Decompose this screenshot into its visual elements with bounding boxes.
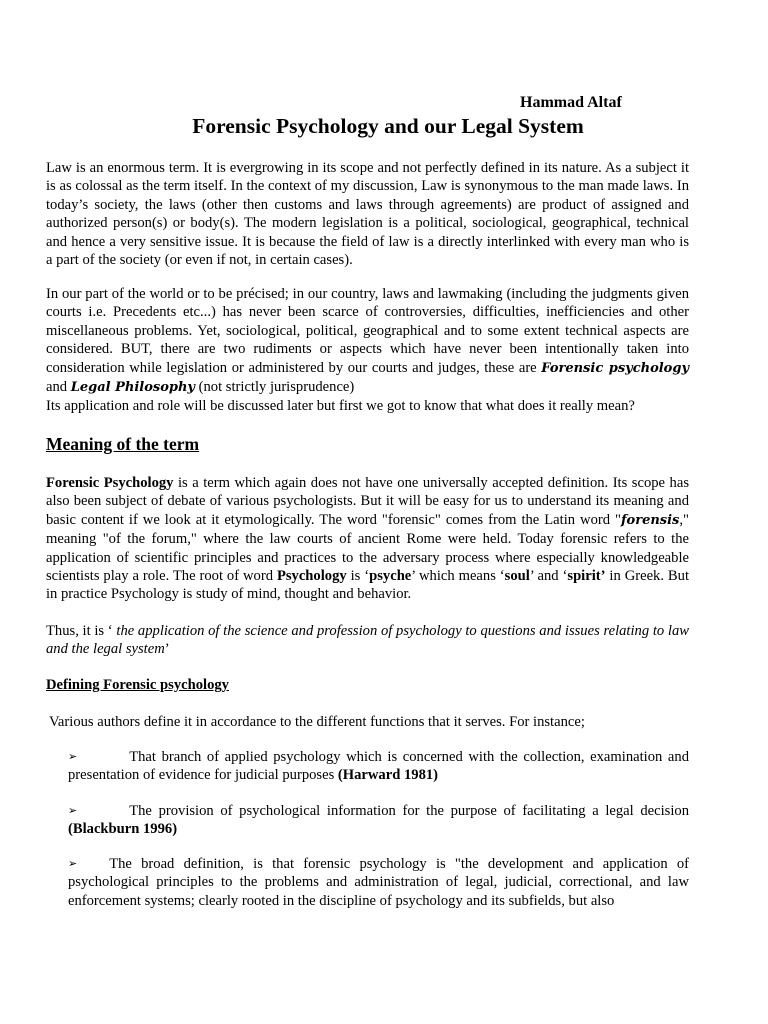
document-title: Forensic Psychology and our Legal System	[192, 114, 584, 138]
arrow-bullet-icon: ➢	[68, 857, 78, 870]
latin-word-forensis: forensis	[620, 512, 680, 528]
arrow-bullet-icon: ➢	[68, 750, 78, 763]
meaning-text-4: ’ which means ‘	[411, 568, 505, 585]
bullet-2-text: The provision of psychological information for the purpose of facilitating a legal decision	[129, 803, 689, 819]
word-soul: soul	[504, 568, 530, 585]
meaning-text-3: is ‘	[346, 568, 370, 585]
intro-paragraph-1: Law is an enormous term. It is evergrowing in its scope and not perfectly defined in its nature. As a subject it is as colossal as the term itself. In the context of my discussion, Law is synonymous to the man made laws. In today’s society, the laws (other then customs and laws through agreements) are product of assigned and authorized person(s) or body(s). The modern legislation is a political, sociological, geographical, technical and hence a very sensitive issue. It is because the field of law is a directly interlinked with every man who is a part of the society (or even if not, in certain cases).	[46, 160, 689, 269]
various-authors-text: Various authors define it in accordance to the different functions that it serves. For instance;	[49, 714, 585, 730]
intro-and-text: and	[46, 379, 71, 396]
meaning-text-5: ’ and ‘	[529, 568, 568, 585]
bullet-item-2	[68, 802, 689, 839]
meaning-text-1: is a term which again does not have one universally accepted definition. Its scope has also been subject of debate of various psychologists. But it will be easy for us to understand its meaning and basic content if we look at it etymologically. The word "forensic" comes from the Latin word "	[46, 475, 690, 528]
section-heading-meaning: Meaning of the term	[46, 434, 200, 454]
term-forensic-psychology: Forensic psychology	[541, 360, 689, 376]
bullet-item-3	[68, 855, 689, 910]
thus-close: ’	[164, 641, 170, 658]
subheading-defining: Defining Forensic psychology	[46, 677, 229, 693]
intro-paragraph-3: Its application and role will be discussed later but first we got to know that what does it really mean?	[46, 398, 635, 415]
thus-paragraph	[46, 622, 689, 659]
term-psychology-bold: Psychology	[276, 568, 347, 585]
meaning-text-2: ," meaning "of the forum," where the law courts of ancient Rome were held. Today forensic refers to the application of scientific principles and practices to the adversary process where especially knowledgeable scientists play a role. The root of word	[46, 511, 689, 585]
meaning-text-6: in Greek. But in practice Psychology is study of mind, thought and behavior.	[46, 568, 690, 603]
intro-paragraph-2-text: In our part of the world or to be précised; in our country, laws and lawmaking (including the judgments given courts i.e. Precedents etc...) has never been scarce of controversies, difficulties, inefficiencies and other miscellaneous problems. Yet, sociological, political, geographical and to some extent technical aspects are considered. BUT, there are two rudiments or aspects which have never been intentionally taken into consideration while legislation or administered by our courts and judges, these are	[46, 286, 689, 376]
term-forensic-psychology-bold: Forensic Psychology	[46, 475, 174, 491]
thus-lead: Thus, it is ‘	[46, 623, 117, 639]
arrow-bullet-icon: ➢	[68, 804, 78, 817]
word-spirit: spirit’	[567, 568, 606, 585]
meaning-paragraph	[46, 474, 689, 604]
author-name: Hammad Altaf	[520, 94, 622, 111]
bullet-3-text: The broad definition, is that forensic psychology is "the development and application of psychological principles to the problems and administration of legal, judicial, correctional, and law enforcement systems; clearly rooted in the discipline of psychology and its subfields, but also	[68, 856, 689, 909]
intro-paragraph-2	[46, 285, 689, 416]
intro-paragraph-2-end: (not strictly jurisprudence)	[194, 379, 355, 396]
definition-quote: the application of the science and profession of psychology to questions and issues relating to law and the legal system	[46, 623, 689, 658]
word-psyche: psyche	[369, 568, 412, 585]
bullet-1-text: That branch of applied psychology which is concerned with the collection, examination and presentation of evidence for judicial purposes	[68, 749, 689, 784]
bullet-2-citation: (Blackburn 1996)	[68, 821, 178, 838]
term-legal-philosophy: Legal Philosophy	[70, 380, 195, 396]
bullet-1-citation: (Harward 1981)	[337, 767, 439, 784]
bullet-item-1	[68, 748, 689, 785]
